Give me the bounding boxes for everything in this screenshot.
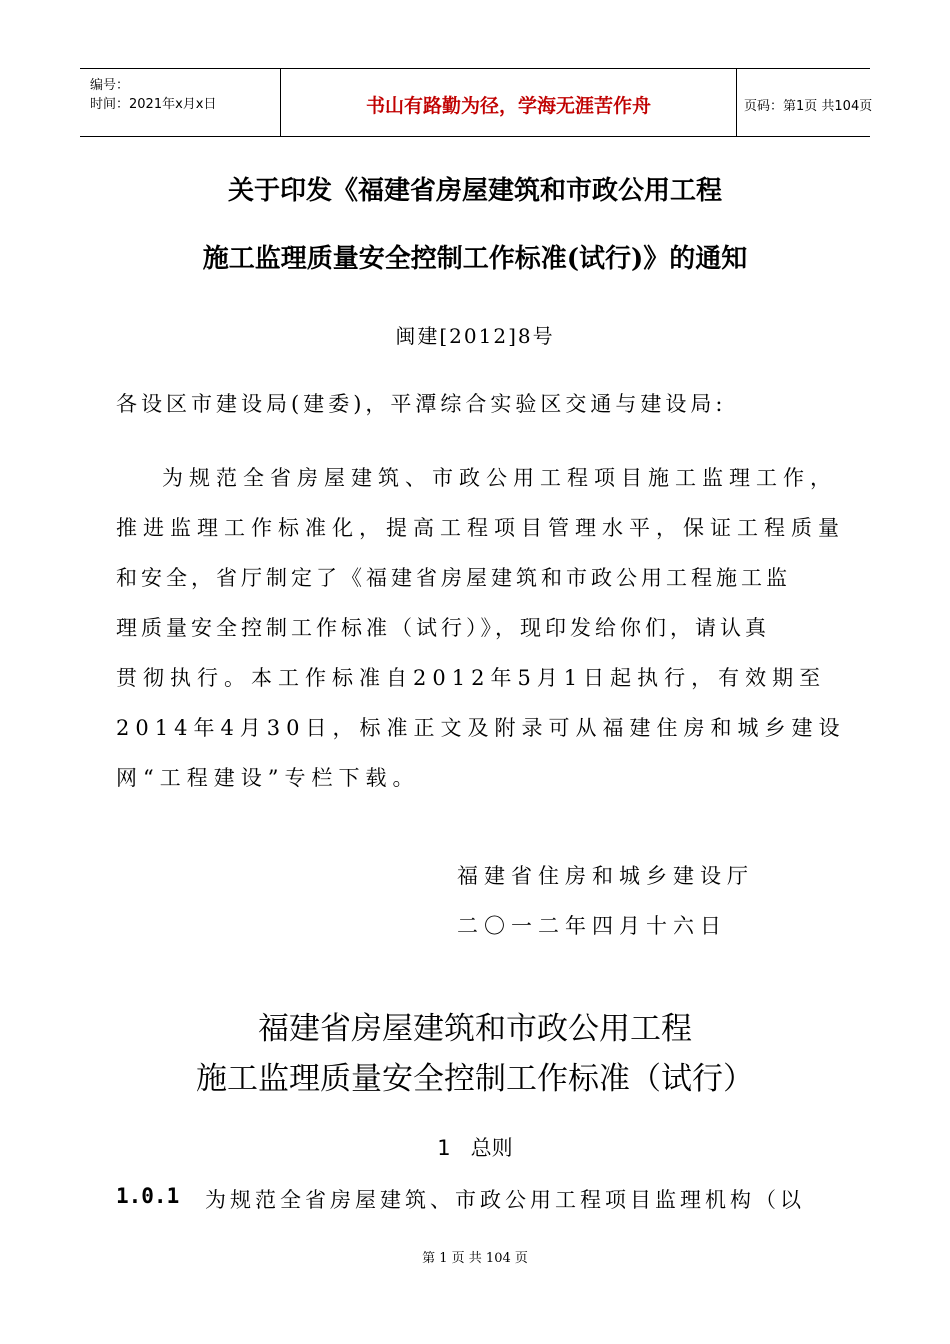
- header-motto-cell: [280, 69, 737, 136]
- time-label: 时间：2021年x月x日: [90, 97, 217, 112]
- notice-title-line1: 关于印发《福建省房屋建筑和市政公用工程: [227, 176, 722, 206]
- section-heading: 1 总则: [437, 1136, 513, 1160]
- clause-number: 1.0.1: [116, 1184, 180, 1208]
- paragraph-line: 推进监理工作标准化，提高工程项目管理水平，保证工程质量: [116, 516, 845, 540]
- paragraph-line: 贯彻执行。本工作标准自2012年5月1日起执行，有效期至: [116, 666, 827, 690]
- recipients: 各设区市建设局(建委)，平潭综合实验区交通与建设局:: [116, 392, 727, 416]
- standard-title-line2: 施工监理质量安全控制工作标准（试行）: [196, 1061, 754, 1097]
- paragraph-line: 2014年4月30日，标准正文及附录可从福建住房和城乡建设: [116, 716, 846, 740]
- document-header: [80, 68, 873, 137]
- signature-date: 二〇一二年四月十六日: [457, 914, 727, 938]
- number-label: 编号：: [90, 78, 130, 93]
- header-page-cell: [736, 69, 873, 136]
- paragraph-line: 为规范全省房屋建筑、市政公用工程项目施工监理工作，: [162, 466, 837, 490]
- clause-text: 为规范全省房屋建筑、市政公用工程项目监理机构（以: [205, 1188, 805, 1212]
- paragraph-line: 和安全，省厅制定了《福建省房屋建筑和市政公用工程施工监: [116, 566, 791, 590]
- document-number: 闽建[2012]8号: [395, 324, 555, 348]
- page-footer: 第 1 页 共 104 页: [422, 1251, 528, 1266]
- motto: 书山有路勤为径，学海无涯苦作舟: [365, 95, 651, 117]
- notice-title-line2: 施工监理质量安全控制工作标准(试行)》的通知: [202, 244, 748, 274]
- header-left-cell: [80, 69, 280, 136]
- paragraph-line: 网“工程建设”专栏下载。: [116, 766, 420, 790]
- paragraph-line: 理质量安全控制工作标准（试行）》，现印发给你们，请认真: [116, 616, 770, 640]
- page-label: 页码：第1页 共104页: [744, 99, 873, 114]
- standard-title-line1: 福建省房屋建筑和市政公用工程: [258, 1011, 692, 1047]
- signature: 福建省住房和城乡建设厅: [457, 864, 754, 888]
